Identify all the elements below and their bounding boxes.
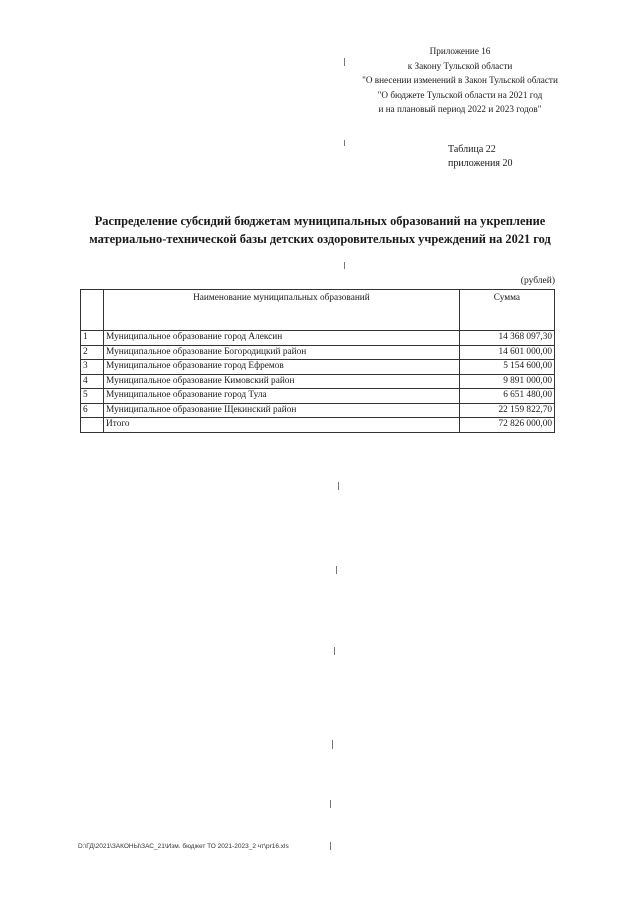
appendix-law-title-1: "О внесении изменений в Закон Тульской области bbox=[362, 75, 558, 85]
document-title-line-2: материально-технической базы детских оздоровительных учреждений на 2021 год bbox=[89, 231, 551, 246]
table-row bbox=[81, 331, 555, 346]
scan-mark bbox=[344, 140, 345, 146]
scan-mark bbox=[336, 566, 337, 574]
row-num: 6 bbox=[81, 403, 104, 418]
appendix-law-title-2: "О бюджете Тульской области на 2021 год bbox=[377, 89, 543, 100]
scan-mark bbox=[344, 58, 345, 66]
total-sum: 72 826 000,00 bbox=[459, 418, 554, 433]
row-num: 4 bbox=[81, 374, 104, 389]
row-sum: 14 368 097,30 bbox=[459, 331, 554, 346]
table-row bbox=[81, 403, 555, 418]
row-name: Муниципальное образование Щекинский район bbox=[104, 403, 460, 418]
scan-mark bbox=[330, 800, 331, 808]
header-num bbox=[81, 290, 104, 331]
row-sum: 9 891 000,00 bbox=[459, 374, 554, 389]
row-name: Муниципальное образование город Ефремов bbox=[104, 360, 460, 375]
document-title-line-1: Распределение субсидий бюджетам муниципальных образований на укрепление bbox=[94, 214, 546, 228]
row-name: Муниципальное образование Богородицкий район bbox=[104, 345, 460, 360]
row-num: 2 bbox=[81, 345, 104, 360]
appendix-law-ref: к Закону Тульской области bbox=[407, 60, 513, 71]
table-row bbox=[81, 389, 555, 404]
header-name: Наименование муниципальных образований bbox=[104, 290, 460, 331]
row-name: Муниципальное образование город Алексин bbox=[104, 331, 460, 346]
table-reference bbox=[448, 143, 548, 171]
header-sum: Сумма bbox=[459, 290, 554, 331]
scan-mark bbox=[344, 262, 345, 269]
table-appendix: приложения 20 bbox=[448, 158, 513, 169]
row-num: 5 bbox=[81, 389, 104, 404]
scan-mark bbox=[338, 482, 339, 490]
appendix-law-title-3: и на плановый период 2022 и 2023 годов" bbox=[378, 104, 542, 114]
table-number: Таблица 22 bbox=[448, 144, 496, 155]
row-num: 3 bbox=[81, 360, 104, 375]
unit-label: (рублей) bbox=[520, 276, 555, 286]
table-header-row bbox=[81, 290, 555, 331]
scan-mark bbox=[332, 740, 333, 749]
appendix-number: Приложение 16 bbox=[429, 46, 491, 56]
scan-mark bbox=[334, 647, 335, 655]
table-row bbox=[81, 374, 555, 389]
appendix-header bbox=[340, 44, 580, 117]
table-row bbox=[81, 345, 555, 360]
scan-mark bbox=[330, 842, 331, 850]
total-label: Итого bbox=[104, 418, 460, 433]
row-sum: 5 154 600,00 bbox=[459, 360, 554, 375]
row-num: 1 bbox=[81, 331, 104, 346]
file-path: D:\ГД\2021\ЗАКОНЫ\ЗАС_21\Изм. бюджет ТО 2021-2023_2 чт\pr16.xls bbox=[78, 843, 289, 850]
document-title bbox=[70, 213, 570, 248]
row-sum: 6 651 480,00 bbox=[459, 389, 554, 404]
table-row bbox=[81, 360, 555, 375]
row-sum: 14 601 000,00 bbox=[459, 345, 554, 360]
table-total-row bbox=[81, 418, 555, 433]
row-name: Муниципальное образование город Тула bbox=[104, 389, 460, 404]
row-name: Муниципальное образование Кимовский район bbox=[104, 374, 460, 389]
total-num bbox=[81, 418, 104, 433]
row-sum: 22 159 822,70 bbox=[459, 403, 554, 418]
subsidy-table bbox=[80, 289, 555, 433]
